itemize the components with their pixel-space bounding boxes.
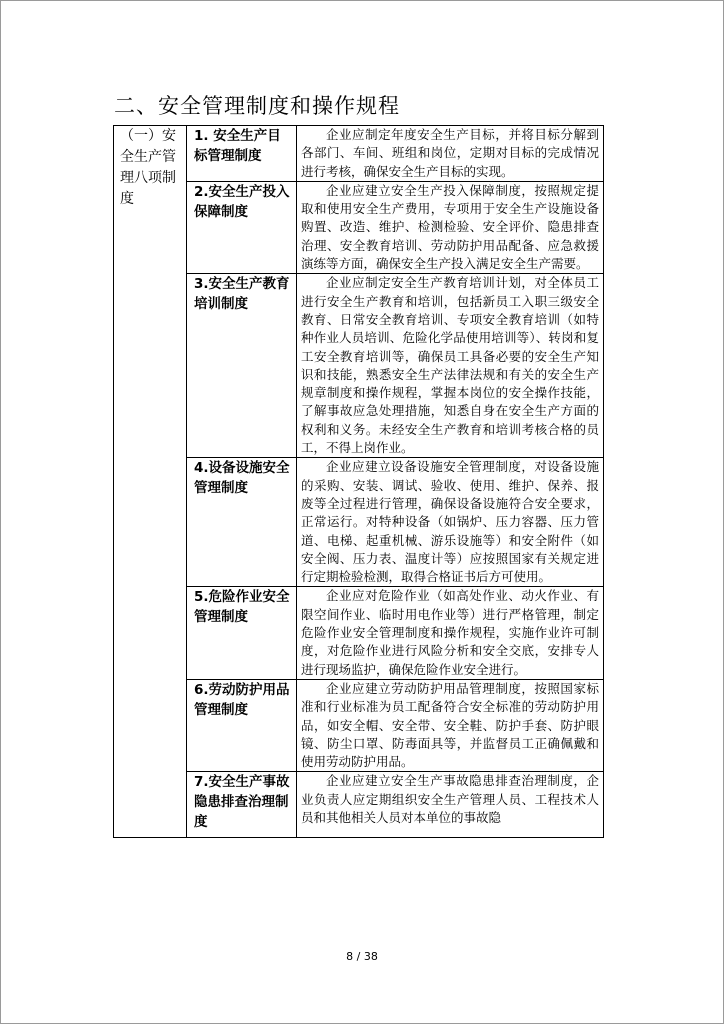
table-row [114, 126, 604, 182]
rule-text: 企业应建立安全生产投入保障制度，按照规定提取和使用安全生产费用，专项用于安全生产设施设备购置、改造、维护、检测检验、安全评价、隐患排查治理、安全教育培训、劳动防护用品配备、应急救援演练等方面，确保安全生产投入满足安全生产需要。 [297, 181, 604, 273]
table-row [114, 587, 604, 679]
rule-name: 2.安全生产投入保障制度 [187, 181, 297, 273]
rule-name: 5.危险作业安全管理制度 [187, 587, 297, 679]
rule-text: 企业应制定安全生产教育培训计划，对全体员工进行安全生产教育和培训，包括新员工入职三级安全教育、日常安全教育培训、专项安全教育培训（如特种作业人员培训、危险化学品使用培训等）、转岗和复工安全教育培训等，确保员工具备必要的安全生产知识和技能，熟悉安全生产法律法规和有关的安全生产规章制度和操作规程，掌握本岗位的安全操作技能，了解事故应急处理措施，知悉自身在安全生产方面的权利和义务。未经安全生产教育和培训考核合格的员工，不得上岗作业。 [297, 274, 604, 458]
table-row [114, 274, 604, 458]
rule-name: 3.安全生产教育培训制度 [187, 274, 297, 458]
rules-table [113, 125, 604, 838]
rule-text: 企业应对危险作业（如高处作业、动火作业、有限空间作业、临时用电作业等）进行严格管理，制定危险作业安全管理制度和操作规程，实施作业许可制度，对危险作业进行风险分析和安全交底，安排专人进行现场监护，确保危险作业安全进行。 [297, 587, 604, 679]
rule-name: 7.安全生产事故隐患排查治理制度 [187, 772, 297, 838]
rule-name: 1. 安全生产目标管理制度 [187, 126, 297, 182]
section-heading: 二、安全管理制度和操作规程 [114, 94, 400, 118]
table-row [114, 772, 604, 838]
rule-text: 企业应建立劳动防护用品管理制度，按照国家标准和行业标准为员工配备符合安全标准的劳动防护用品，如安全帽、安全带、安全鞋、防护手套、防护眼镜、防尘口罩、防毒面具等，并监督员工正确佩戴和使用劳动防护用品。 [297, 679, 604, 771]
table-row [114, 181, 604, 273]
rule-name: 4.设备设施安全管理制度 [187, 458, 297, 587]
table-row [114, 458, 604, 587]
table-row [114, 679, 604, 771]
category-cell: （一）安全生产管理八项制度 [114, 126, 187, 838]
rule-text: 企业应制定年度安全生产目标，并将目标分解到各部门、车间、班组和岗位，定期对目标的完成情况进行考核，确保安全生产目标的实现。 [297, 126, 604, 182]
rule-text: 企业应建立设备设施安全管理制度，对设备设施的采购、安装、调试、验收、使用、维护、保养、报废等全过程进行管理，确保设备设施符合安全要求，正常运行。对特种设备（如锅炉、压力容器、压力管道、电梯、起重机械、游乐设施等）和安全附件（如安全阀、压力表、温度计等）应按照国家有关规定进行定期检验检测，取得合格证书后方可使用。 [297, 458, 604, 587]
rule-text: 企业应建立安全生产事故隐患排查治理制度，企业负责人应定期组织安全生产管理人员、工程技术人员和其他相关人员对本单位的事故隐 [297, 772, 604, 838]
page-number: 8 / 38 [346, 950, 378, 963]
rule-name: 6.劳动防护用品管理制度 [187, 679, 297, 771]
